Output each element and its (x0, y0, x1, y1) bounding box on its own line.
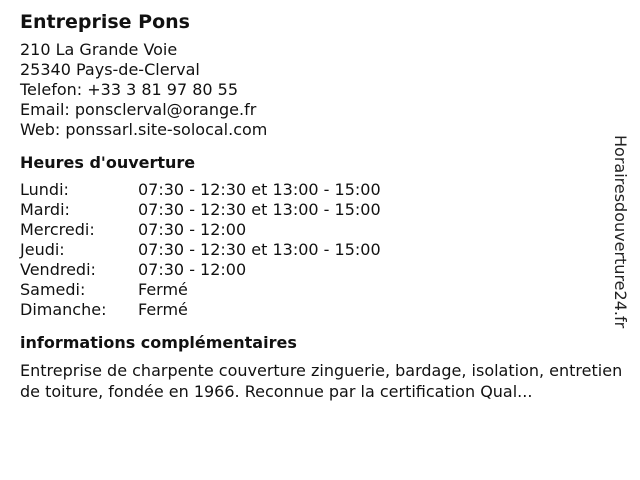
day-label: Dimanche: (20, 300, 107, 319)
day-hours: 07:30 - 12:00 (138, 220, 247, 239)
additional-info-heading: informations complémentaires (20, 333, 297, 352)
day-hours: Fermé (138, 280, 188, 299)
day-label: Samedi: (20, 280, 86, 299)
day-label: Mardi: (20, 200, 70, 219)
day-label: Lundi: (20, 180, 69, 199)
hours-row-monday (20, 180, 640, 200)
day-label: Vendredi: (20, 260, 96, 279)
address-line-2: 25340 Pays-de-Clerval (20, 60, 200, 79)
website-url: Web: ponssarl.site-solocal.com (20, 120, 268, 139)
day-label: Jeudi: (20, 240, 65, 259)
opening-hours-list (20, 180, 640, 320)
additional-info-text: Entreprise de charpente couverture zinguerie, bardage, isolation, entretien de toiture, fondée en 1966. Reconnue par la certification Qual... (20, 361, 623, 401)
opening-hours-heading: Heures d'ouverture (20, 153, 196, 172)
hours-row-tuesday (20, 200, 640, 220)
business-name: Entreprise Pons (20, 11, 190, 33)
day-label: Mercredi: (20, 220, 95, 239)
hours-row-thursday (20, 240, 640, 260)
email-address: Email: ponsclerval@orange.fr (20, 100, 257, 119)
hours-row-sunday (20, 300, 640, 320)
contact-block (20, 40, 640, 140)
day-hours: 07:30 - 12:00 (138, 260, 247, 279)
address-line-1: 210 La Grande Voie (20, 40, 178, 59)
hours-row-friday (20, 260, 640, 280)
phone-number: Telefon: +33 3 81 97 80 55 (20, 80, 239, 99)
day-hours: Fermé (138, 300, 188, 319)
hours-row-saturday (20, 280, 640, 300)
day-hours: 07:30 - 12:30 et 13:00 - 15:00 (138, 240, 381, 259)
day-hours: 07:30 - 12:30 et 13:00 - 15:00 (138, 180, 381, 199)
hours-row-wednesday (20, 220, 640, 240)
site-watermark: Horairesdouverture24.fr (611, 135, 630, 329)
day-hours: 07:30 - 12:30 et 13:00 - 15:00 (138, 200, 381, 219)
